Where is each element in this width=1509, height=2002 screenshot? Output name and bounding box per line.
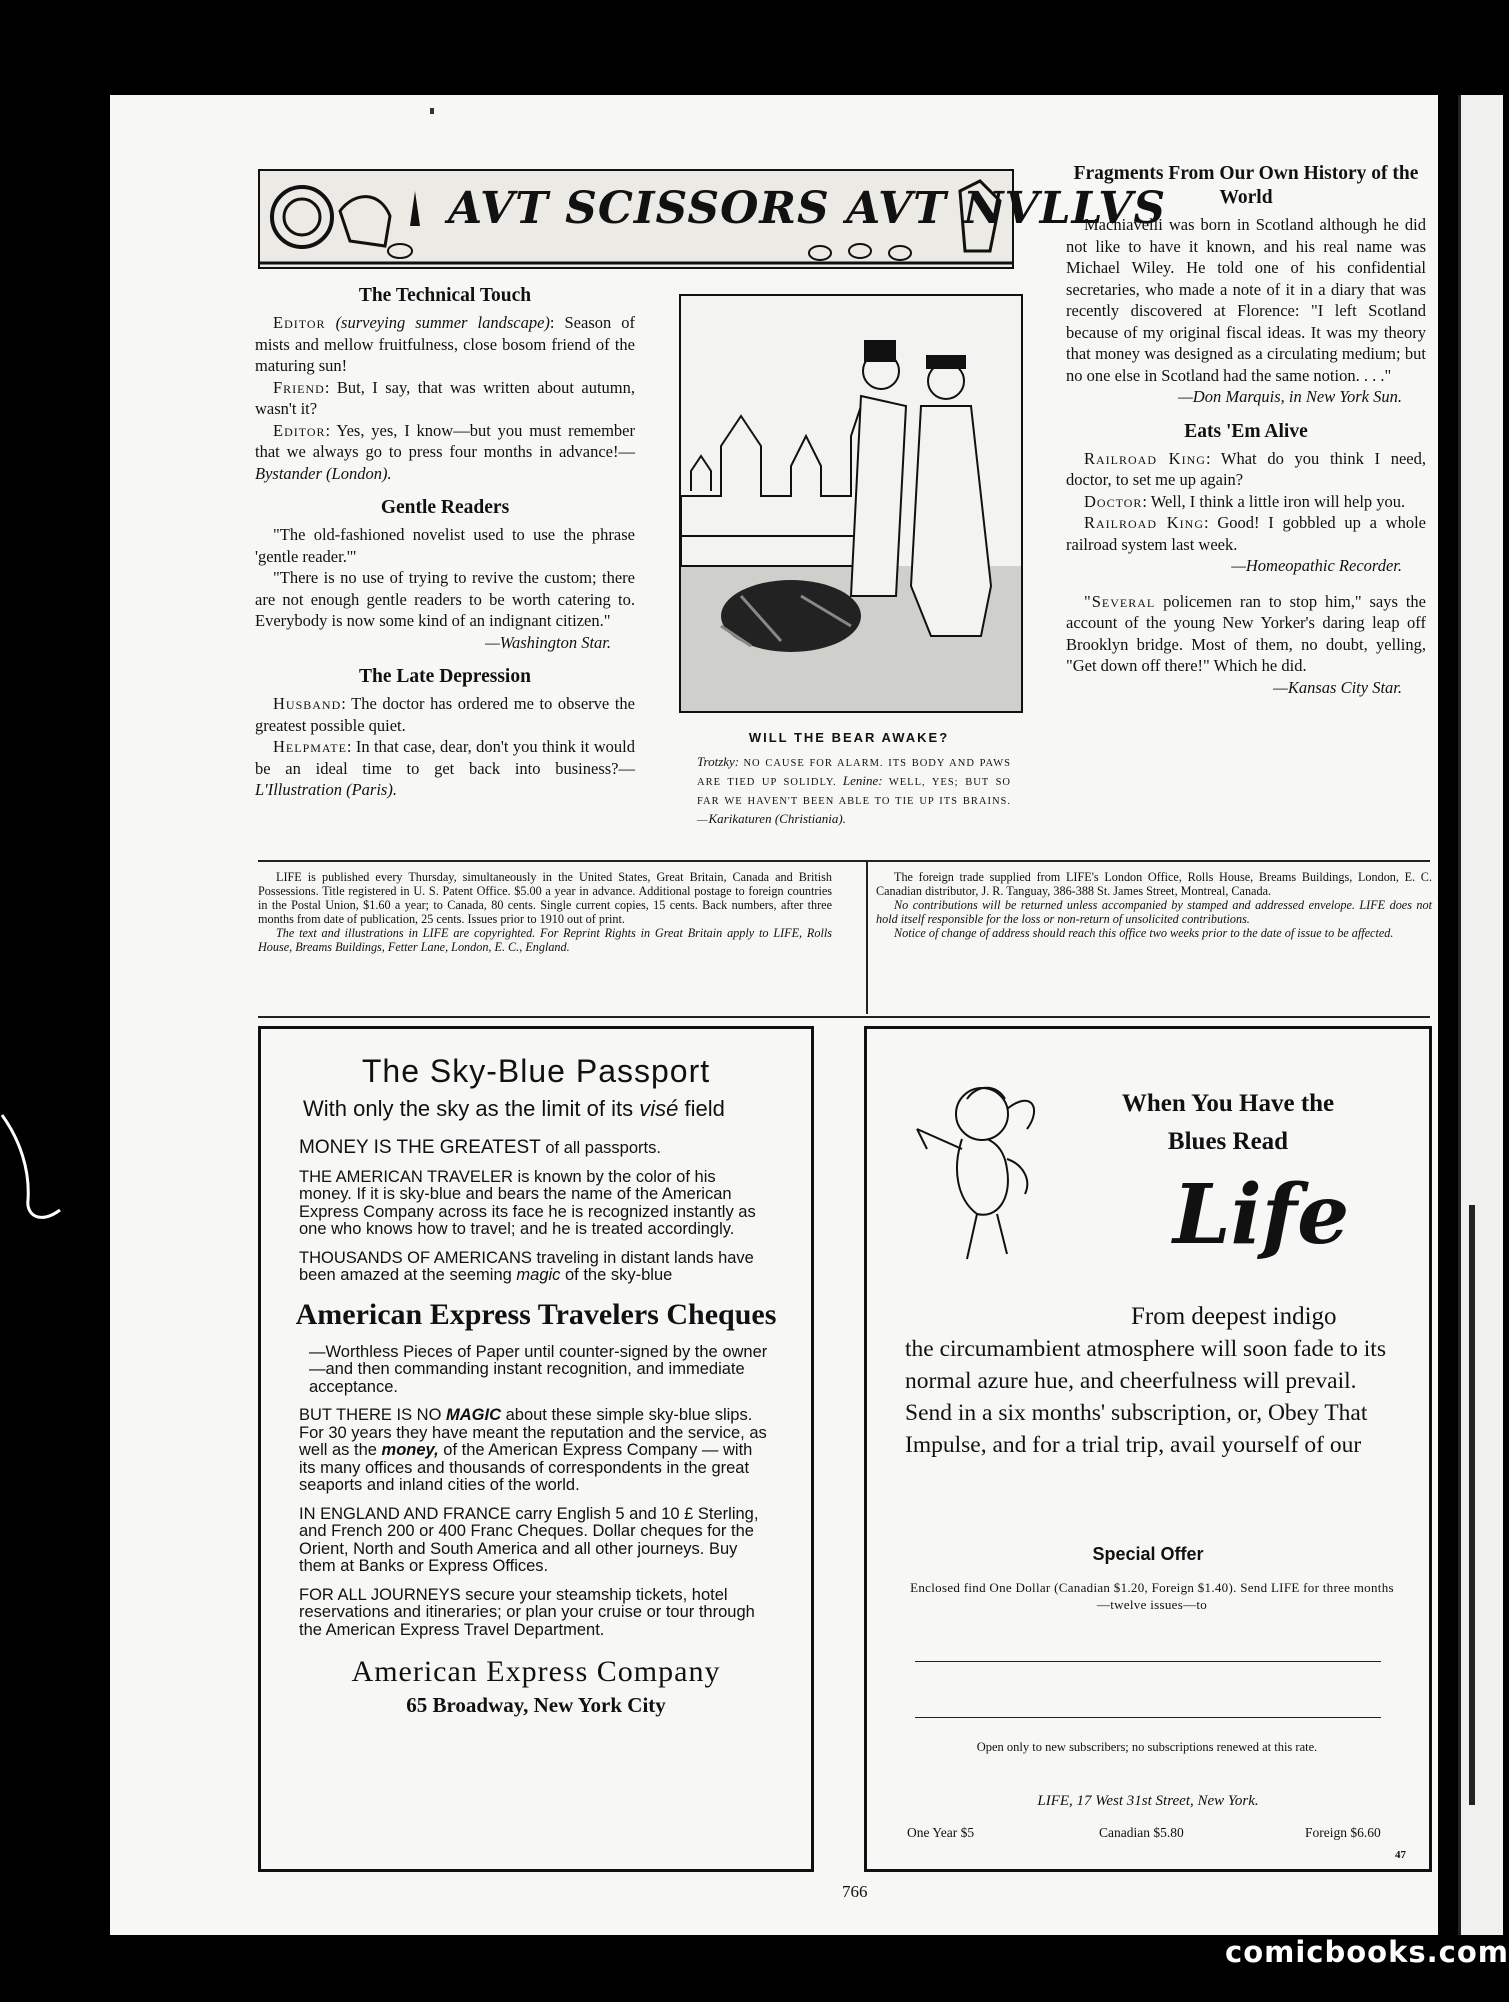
article-paragraph: Railroad King: What do you think I need, doctor, to set me up again? <box>1066 448 1427 489</box>
article-source: —Kansas City Star. <box>1273 677 1402 697</box>
ad-subtitle: With only the sky as the limit of its visé field <box>303 1096 725 1121</box>
cartoon-title: WILL THE BEAR AWAKE? <box>748 730 950 745</box>
article-paragraph: "The old-fashioned novelist used to use the phrase 'gentle reader.'" <box>255 525 635 566</box>
ad-body-first: From deepest indigo <box>1131 1303 1337 1330</box>
american-express-ad <box>258 1026 814 1872</box>
address-line <box>915 1661 1381 1662</box>
ad-paragraph: MONEY IS THE GREATEST of all passports. <box>299 1137 661 1158</box>
article-heading: Eats 'Em Alive <box>1184 420 1308 442</box>
offer-note: Open only to new subscribers; no subscriptions renewed at this rate. <box>976 1740 1318 1754</box>
watermark: comicbooks.com <box>1225 1935 1509 1969</box>
publication-notice: LIFE is published every Thursday, simultaneously in the United States, Great Britain, Canada and British Possessions. Title registered in U. S. Patent Office. $5.00 a year in advance. Additional postage to foreign countries in the Postal Union, $1.60 a year; to Canada, 80 cents. Single current copies, 15 cents. Back numbers, after three months from date of publication, 25 cents. Issues prior to 1910 out of print. The text and illustrations in LIFE are copyrighted. For Reprint Rights in Great Britain apply to LIFE, Rolls House, Breams Buildings, Fetter Lane, London, E. C., England. <box>258 870 832 954</box>
ad-paragraph: —Worthless Pieces of Paper until counter-signed by the owner—and then commanding instant recognition, and immediate acceptance. <box>309 1342 768 1396</box>
next-page-edge <box>1458 95 1503 1935</box>
scan-artifact <box>0 1110 70 1230</box>
ad-body: the circumambient atmosphere will soon fade to its normal azure hue, and cheerfulness will prevail. Send in a six months' subscription, or, Obey That Impulse, and for a trial trip, avail yourself of our <box>905 1336 1386 1458</box>
life-subscription-ad <box>864 1026 1432 1872</box>
ad-headline: American Express Travelers Cheques <box>295 1297 777 1331</box>
column-right <box>1066 162 1426 698</box>
divider <box>258 860 1430 862</box>
cupid-illustration <box>907 1069 1047 1269</box>
ad-paragraph: THOUSANDS OF AMERICANS traveling in distant lands have been amazed at the seeming magic of the sky-blue <box>299 1248 754 1284</box>
article-source: —Washington Star. <box>485 632 611 652</box>
article-paragraph: Helpmate: In that case, dear, don't you think it would be an ideal time to get back into business?—L'Illustration (Paris). <box>255 737 635 799</box>
article-source: —Homeopathic Recorder. <box>1231 556 1402 575</box>
life-address: LIFE, 17 West 31st Street, New York. <box>1037 1793 1259 1809</box>
article-paragraph: Friend: But, I say, that was written about autumn, wasn't it? <box>255 377 635 418</box>
ad-headline: When You Have the Blues Read <box>1121 1090 1335 1155</box>
ad-company: American Express Company <box>351 1655 721 1688</box>
price-one-year: One Year $5 <box>907 1825 975 1840</box>
offer-text: Enclosed find One Dollar (Canadian $1.20, Foreign $1.40). Send LIFE for three months—twelve issues—to <box>910 1580 1394 1612</box>
article-paragraph: Doctor: Well, I think a little iron will help you. <box>1084 491 1406 511</box>
column-left <box>255 278 635 801</box>
article-heading: The Late Depression <box>359 666 531 687</box>
article-paragraph: Husband: The doctor has ordered me to observe the greatest possible quiet. <box>255 694 635 735</box>
article-source: —Don Marquis, in New York Sun. <box>1178 387 1402 406</box>
article-paragraph: "There is no use of trying to revive the custom; there are not enough gentle readers to be worth catering to. Everybody is now some kind of an indignant citizen." <box>255 568 635 630</box>
ad-paragraph: BUT THERE IS NO MAGIC about these simple sky-blue slips. For 30 years they have meant the reputation and the service, as well as the money, of the American Express Company — with its many offices and thousands of correspondents in the great seaports and inland cities of the world. <box>299 1406 767 1494</box>
banner-title: AVT SCISSORS AVT NVLLVS <box>448 183 1167 234</box>
publication-notice: The foreign trade supplied from LIFE's London Office, Rolls House, Breams Buildings, London, E. C. Canadian distributor, J. R. Tanguay, 386-388 St. James Street, Montreal, Canada. No contributions will be returned unless accompanied by stamped and addressed envelope. LIFE does not hold itself responsible for the loss or non-return of unsolicited contributions. Notice of change of address should reach this office two weeks prior to the date of issue to be affected. <box>876 870 1432 940</box>
article-heading: Fragments From Our Own History of the World <box>1073 163 1419 208</box>
article-paragraph: "Several policemen ran to stop him," says the account of the young New Yorker's daring leap off Brooklyn bridge. Most of them, no doubt, yelling, "Get down off there!" Which he did. <box>1066 591 1426 675</box>
article-paragraph: Machiavelli was born in Scotland although he did not like to have it known, and his real name was Michael Wiley. He told one of his confidential secretaries, who made a note of it in a diary that was recently discovered at Florence: "I left Scotland because of my original fiscal ideas. It was my theory that money was designed as a circulating medium; but no one else in Scotland had the same notion. . . ." <box>1066 215 1426 385</box>
ad-paragraph: FOR ALL JOURNEYS secure your steamship tickets, hotel reservations and itineraries; or plan your cruise or tour through the American Express Travel Department. <box>299 1585 755 1639</box>
price-foreign: Foreign $6.60 <box>1305 1825 1381 1840</box>
ad-address: 65 Broadway, New York City <box>406 1693 666 1717</box>
ad-number: 47 <box>1395 1849 1406 1861</box>
price-canadian: Canadian $5.80 <box>1099 1825 1184 1840</box>
column-banner <box>258 169 1167 269</box>
article-paragraph: Editor (surveying summer landscape): Season of mists and mellow fruitfulness, close bosom friend of the maturing sun! <box>255 313 636 375</box>
divider <box>866 862 868 1014</box>
article-paragraph: Editor: Yes, yes, I know—but you must remember that we always go to press four months in advance!—Bystander (London). <box>255 420 635 483</box>
cartoon-illustration <box>679 294 1023 713</box>
cartoon-caption: Trotzky: NO CAUSE FOR ALARM. ITS BODY AND PAWS ARE TIED UP SOLIDLY. Lenine: WELL, YES; BUT SO FAR WE HAVEN'T BEEN ABLE TO TIE UP ITS BRAINS.—Karikaturen (Christiania). <box>697 754 1012 826</box>
article-heading: Gentle Readers <box>380 497 510 518</box>
page-number: 766 <box>842 1882 868 1901</box>
ad-paragraph: IN ENGLAND AND FRANCE carry English 5 and 10 £ Sterling, and French 200 or 400 Franc Cheques. Dollar cheques for the Orient, North and South America and all other journeys. Buy them at Banks or Express Offices. <box>299 1504 759 1575</box>
address-line <box>915 1717 1381 1718</box>
print-speck <box>430 108 434 114</box>
offer-title: Special Offer <box>1092 1544 1204 1564</box>
article-heading: The Technical Touch <box>358 285 532 306</box>
article-paragraph: Railroad King: Good! I gobbled up a whole railroad system last week. <box>1066 513 1427 554</box>
ad-title: The Sky-Blue Passport <box>361 1053 711 1089</box>
ad-paragraph: THE AMERICAN TRAVELER is known by the color of his money. If it is sky-blue and bears the name of the American Express Company across its face he is recognized instantly as one who knows how to travel; and he is treated accordingly. <box>299 1167 756 1238</box>
divider <box>258 1016 1430 1018</box>
life-logo: Life <box>1173 1167 1350 1263</box>
